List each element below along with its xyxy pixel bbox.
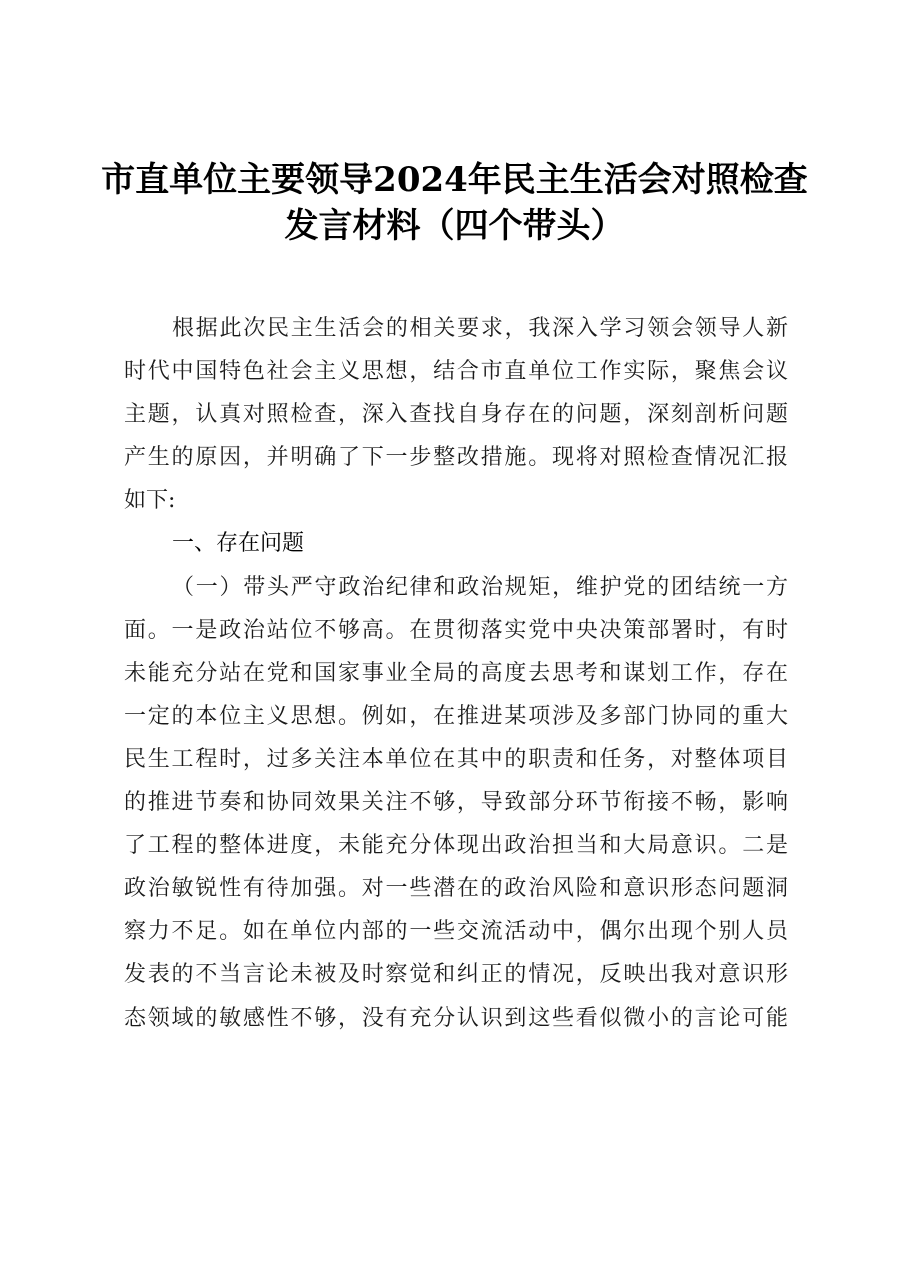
- document-body: [124, 307, 788, 1040]
- paragraph-line: （一）带头严守政治纪律和政治规矩，维护党的团结统一方: [172, 574, 788, 600]
- paragraph-line: 发表的不当言论未被及时察觉和纠正的情况，反映出我对意识形: [124, 962, 788, 988]
- paragraph-line: 主题，认真对照检查，深入查找自身存在的问题，深刻剖析问题: [124, 402, 788, 428]
- paragraph-line: 未能充分站在党和国家事业全局的高度去思考和谋划工作，存在: [124, 660, 788, 686]
- paragraph-line: 了工程的整体进度，未能充分体现出政治担当和大局意识。二是: [124, 833, 788, 859]
- paragraph-line: 如下:: [124, 488, 176, 514]
- document-title-line-1: 市直单位主要领导2024年民主生活会对照检查: [101, 160, 808, 200]
- paragraph-line: 根据此次民主生活会的相关要求，我深入学习领会领导人新: [172, 316, 788, 341]
- paragraph-line: 面。一是政治站位不够高。在贯彻落实党中央决策部署时，有时: [124, 617, 788, 643]
- paragraph-line: 民生工程时，过多关注本单位在其中的职责和任务，对整体项目: [124, 746, 788, 772]
- document-title-line-2: 发言材料（四个带头）: [284, 206, 625, 246]
- paragraph-line: 一定的本位主义思想。例如，在推进某项涉及多部门协同的重大: [124, 703, 788, 729]
- paragraph-line: 产生的原因，并明确了下一步整改措施。现将对照检查情况汇报: [124, 445, 788, 471]
- paragraph-line: 时代中国特色社会主义思想，结合市直单位工作实际，聚焦会议: [124, 359, 788, 385]
- section-heading: 一、存在问题: [172, 531, 305, 557]
- paragraph-line: 的推进节奏和协同效果关注不够，导致部分环节衔接不畅，影响: [124, 790, 788, 816]
- paragraph-line: 政治敏锐性有待加强。对一些潜在的政治风险和意识形态问题洞: [124, 876, 788, 902]
- paragraph-line: 态领域的敏感性不够，没有充分认识到这些看似微小的言论可能: [124, 1005, 788, 1031]
- paragraph-line: 察力不足。如在单位内部的一些交流活动中，偶尔出现个别人员: [124, 919, 788, 945]
